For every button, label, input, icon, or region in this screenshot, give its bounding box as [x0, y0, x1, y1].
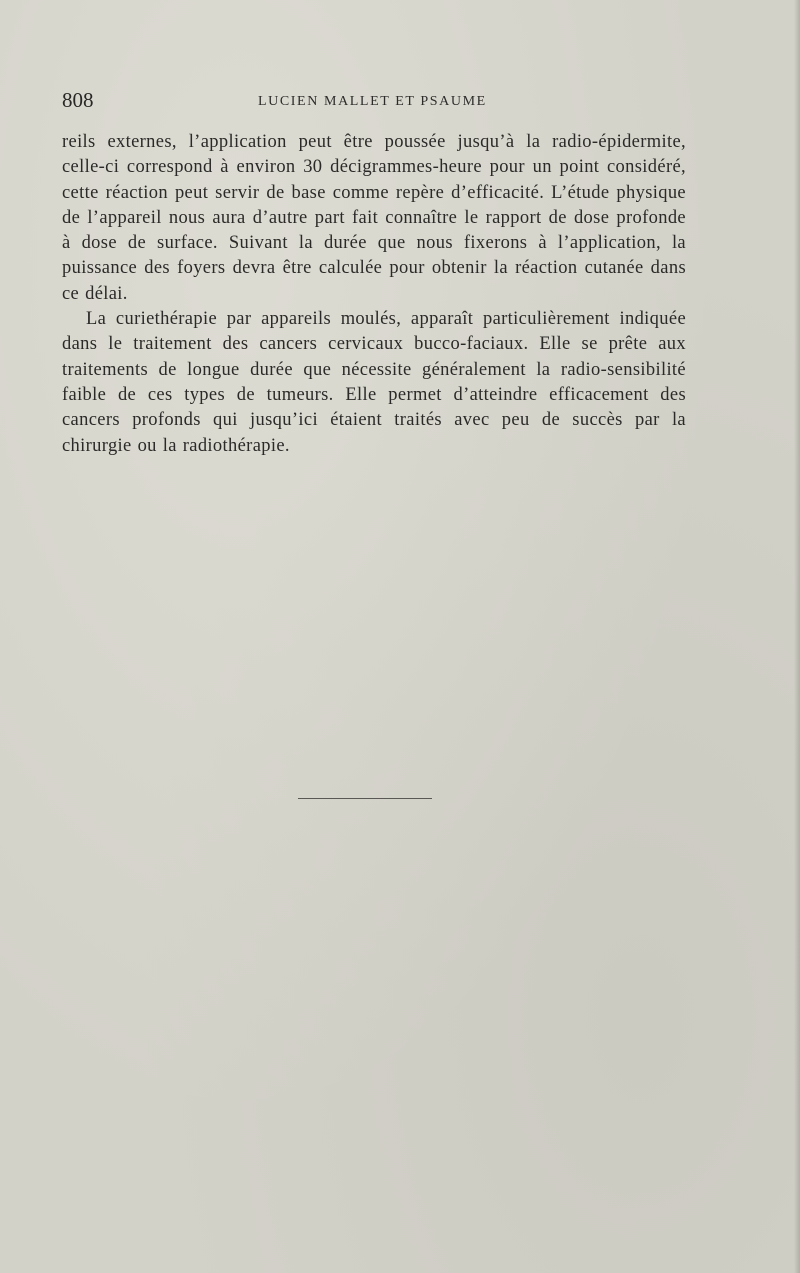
page-edge-shadow	[794, 0, 800, 1273]
running-head	[62, 88, 690, 116]
paragraph-continuation: reils externes, l’application peut être poussée jusqu’à la radio-épidermite, celle-ci correspond à environ 30 décigrammes-heure pour un point considéré, cette réaction peut servir de base comme repère d’efficacité. L’étude physique de l’appareil nous aura d’autre part fait connaître le rapport de dose profonde à dose de surface. Suivant la durée que nous fixerons à l’application, la puissance des foyers devra être calculée pour obtenir la réaction cutanée dans ce délai.	[62, 132, 686, 304]
page-number: 808	[62, 88, 94, 112]
end-of-chapter-rule	[298, 798, 432, 799]
paragraph-curietherapie: La curiethérapie par appareils moulés, apparaît particulièrement indiquée dans le traitement des cancers cervicaux bucco-faciaux. Elle se prête aux traitements de longue durée que nécessite généralement la radio-sensibilité faible de ces types de tumeurs. Elle permet d’atteindre efficacement des cancers profonds qui jusqu’ici étaient traités avec peu de succès par la chirurgie ou la radiothérapie.	[62, 309, 686, 456]
body-text	[62, 130, 686, 459]
running-title: LUCIEN MALLET ET PSAUME	[258, 94, 487, 109]
